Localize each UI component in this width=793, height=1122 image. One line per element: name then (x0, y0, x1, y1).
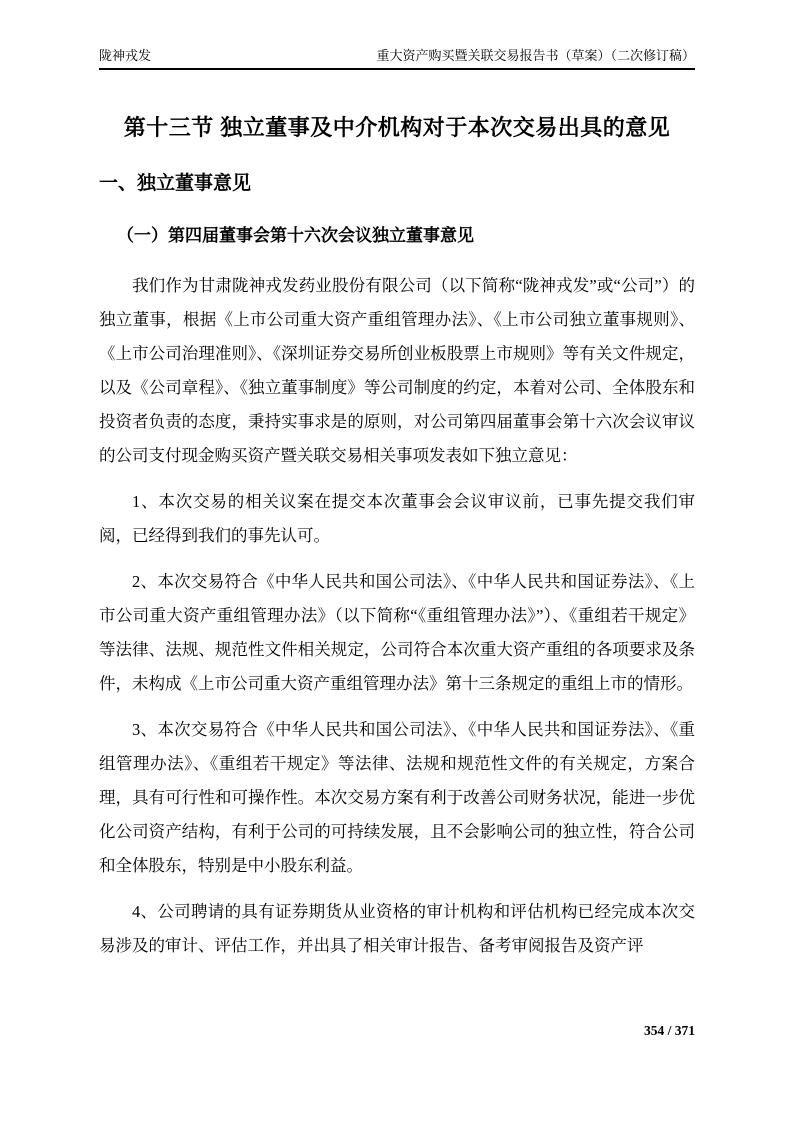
body-paragraph-item-3: 3、本次交易符合《中华人民共和国公司法》、《中华人民共和国证券法》、《重组管理办法》、《重组若干规定》等法律、法规和规范性文件的有关规定，方案合理，具有可行性和可操作性。本次交易方案有利于改善公司财务状况，能进一步优化公司资产结构，有利于公司的可持续发展，且不会影响公司的独立性，符合公司和全体股东，特别是中小股东利益。 (99, 720, 695, 876)
subheading-board-meeting-opinion: （一）第四届董事会第十六次会议独立董事意见 (117, 225, 474, 245)
body-text (99, 269, 695, 963)
header-company-name: 陇神戎发 (99, 48, 152, 63)
page-footer (644, 1023, 695, 1039)
page-header (99, 48, 695, 70)
header-report-title: 重大资产购买暨关联交易报告书（草案）（二次修订稿） (376, 48, 695, 63)
body-paragraph-intro: 我们作为甘肃陇神戎发药业股份有限公司（以下简称“陇神戎发”或“公司”）的独立董事，根据《上市公司重大资产重组管理办法》、《上市公司独立董事规则》、《上市公司治理准则》、《深圳证券交易所创业板股票上市规则》等有关文件规定，以及《公司章程》、《独立董事制度》等公司制度的约定，本着对公司、全体股东和投资者负责的态度，秉持实事求是的原则，对公司第四届董事会第十六次会议审议的公司支付现金购买资产暨关联交易相关事项发表如下独立意见： (99, 276, 695, 466)
body-paragraph-item-2: 2、本次交易符合《中华人民共和国公司法》、《中华人民共和国证券法》、《上市公司重大资产重组管理办法》（以下简称“《重组管理办法》”）、《重组若干规定》等法律、法规、规范性文件相关规定，公司符合本次重大资产重组的各项要求及条件，未构成《上市公司重大资产重组管理办法》第十三条规定的重组上市的情形。 (99, 572, 695, 694)
chapter-title: 第十三节 独立董事及中介机构对于本次交易出具的意见 (123, 114, 671, 140)
heading-independent-director-opinion: 一、独立董事意见 (99, 173, 252, 195)
page-number: 354 / 371 (643, 1023, 695, 1038)
body-paragraph-item-4: 4、公司聘请的具有证券期货从业资格的审计机构和评估机构已经完成本次交易涉及的审计、评估工作，并出具了相关审计报告、备考审阅报告及资产评 (99, 902, 695, 956)
body-paragraph-item-1: 1、本次交易的相关议案在提交本次董事会会议审议前，已事先提交我们审阅，已经得到我们的事先认可。 (99, 492, 695, 546)
